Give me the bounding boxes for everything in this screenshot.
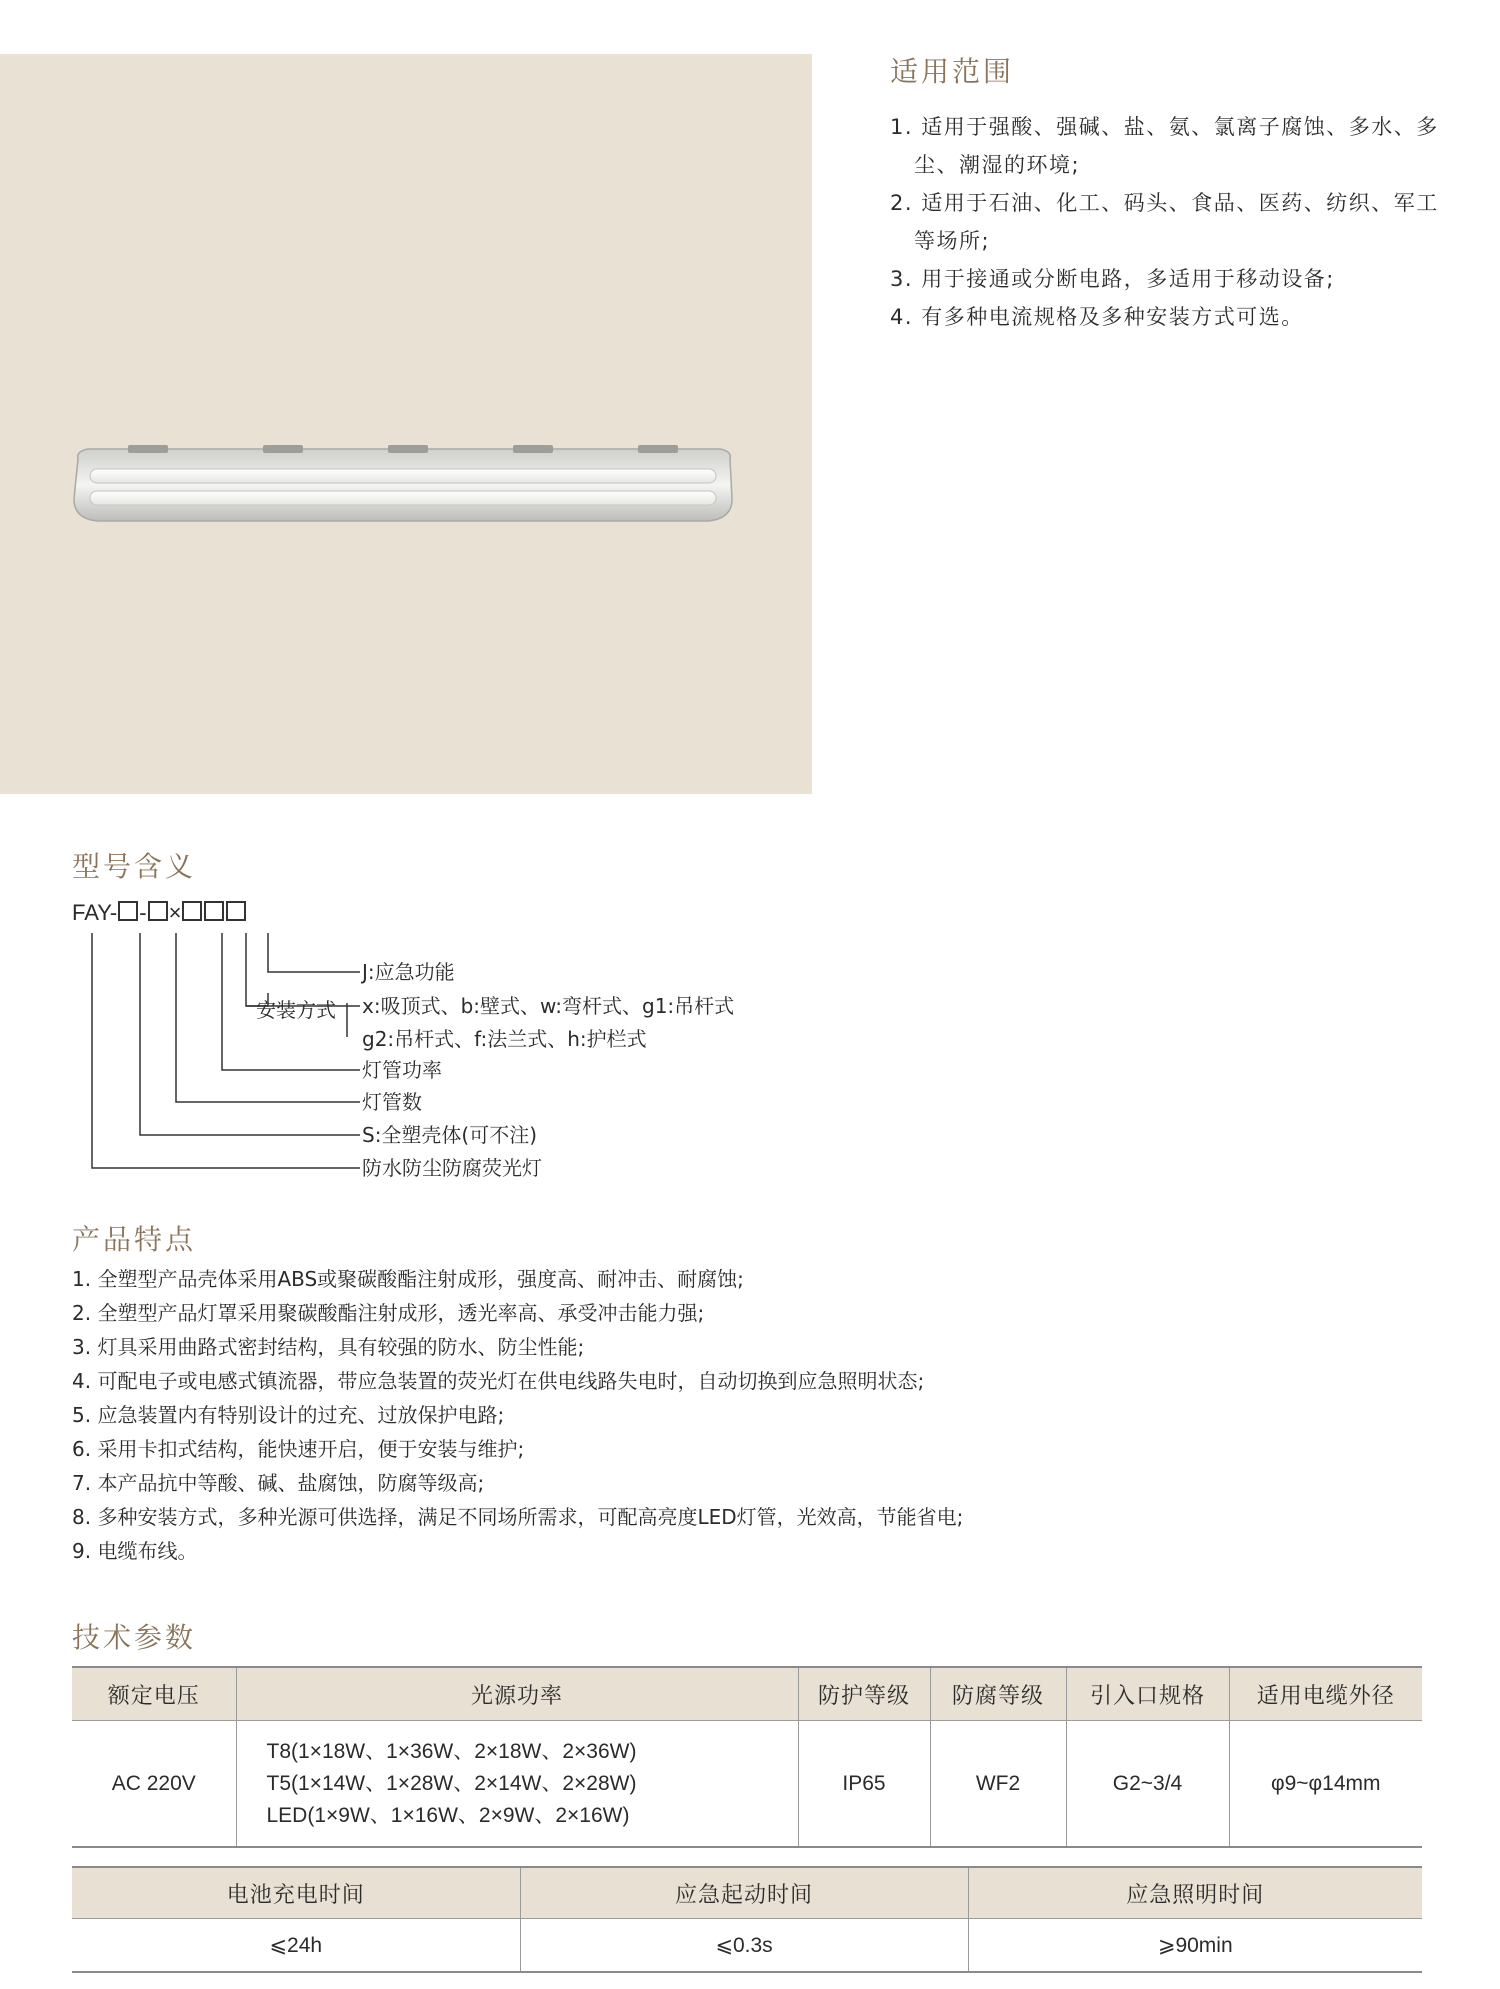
start-time-cell: ⩽0.3s [520,1919,968,1973]
model-label-count: 灯管数 [362,1090,422,1114]
spec-header: 光源功率 [236,1667,798,1721]
feature-item: 4. 可配电子或电感式镇流器，带应急装置的荧光灯在供电线路失电时，自动切换到应急照明状态; [72,1369,925,1393]
spec-header: 防护等级 [798,1667,930,1721]
scope-item: 4. 有多种电流规格及多种安装方式可选。 [890,305,1304,329]
model-label-install-2: g2:吊杆式、f:法兰式、h:护栏式 [362,1027,647,1051]
feature-item: 3. 灯具采用曲路式密封结构，具有较强的防水、防尘性能; [72,1335,585,1359]
product-photo-panel [0,54,812,794]
emergency-header: 应急起动时间 [520,1867,968,1919]
features-list [72,1262,963,1568]
wf-cell: WF2 [930,1721,1066,1848]
spec-header: 额定电压 [72,1667,236,1721]
scope-item: 3. 用于接通或分断电路，多适用于移动设备; [890,267,1335,291]
scope-item: 1. 适用于强酸、强碱、盐、氨、氯离子腐蚀、多水、多尘、潮湿的环境; [890,115,1439,177]
cable-cell: φ9~φ14mm [1229,1721,1422,1848]
specs-title: 技术参数 [72,1621,197,1654]
model-slot-count [148,901,168,921]
feature-item: 5. 应急装置内有特别设计的过充、过放保护电路; [72,1403,505,1427]
feature-item: 9. 电缆布线。 [72,1539,198,1563]
emergency-header-row [72,1867,1422,1919]
scope-title: 适用范围 [890,55,1015,88]
model-label-name: 防水防尘防腐荧光灯 [362,1156,542,1180]
model-slot-emergency [226,901,246,921]
model-slot-install [204,901,224,921]
feature-item: 2. 全塑型产品灯罩采用聚碳酸酯注射成形，透光率高、承受冲击能力强; [72,1301,705,1325]
spec-header: 适用电缆外径 [1229,1667,1422,1721]
feature-item: 1. 全塑型产品壳体采用ABS或聚碳酸酯注射成形，强度高、耐冲击、耐腐蚀; [72,1267,744,1291]
power-t5: T5(1×14W、1×28W、2×14W、2×28W) [266,1771,637,1795]
fluorescent-lamp-image [68,439,738,529]
model-times: × [168,900,182,925]
model-label-power: 灯管功率 [362,1058,442,1082]
spec-header: 防腐等级 [930,1667,1066,1721]
scope-item: 2. 适用于石油、化工、码头、食品、医药、纺织、军工等场所; [890,191,1439,253]
scope-list [890,108,1450,336]
model-dash: - [139,900,147,925]
model-label-install-type: 安装方式 [256,998,336,1022]
model-label-emergency: J:应急功能 [362,960,455,984]
model-dash: - [109,900,118,925]
lighting-time-cell: ⩾90min [968,1919,1422,1973]
ip-cell: IP65 [798,1721,930,1848]
power-t8: T8(1×18W、1×36W、2×18W、2×36W) [266,1739,637,1763]
emergency-header: 电池充电时间 [72,1867,520,1919]
features-title: 产品特点 [72,1223,197,1256]
model-label-shell: S:全塑壳体(可不注) [362,1123,538,1147]
spec-table [72,1666,1422,1848]
model-label-install-1: x:吸顶式、b:壁式、w:弯杆式、g1:吊杆式 [362,994,735,1018]
emergency-header: 应急照明时间 [968,1867,1422,1919]
spec-row [72,1721,1422,1848]
voltage-cell: AC 220V [111,1771,196,1795]
model-slot-power [182,901,202,921]
emergency-row [72,1919,1422,1973]
model-title: 型号含义 [72,850,197,883]
charge-time-cell: ⩽24h [269,1933,323,1957]
model-code [72,900,247,926]
feature-item: 6. 采用卡扣式结构，能快速开启，便于安装与维护; [72,1437,525,1461]
feature-item: 8. 多种安装方式，多种光源可供选择，满足不同场所需求，可配高亮度LED灯管，光效高，节能省电; [72,1505,964,1529]
emergency-table [72,1866,1422,1973]
power-cell [236,1721,798,1848]
model-slot-shell [118,901,138,921]
feature-item: 7. 本产品抗中等酸、碱、盐腐蚀，防腐等级高; [72,1471,485,1495]
power-led: LED(1×9W、1×16W、2×9W、2×16W) [266,1803,630,1827]
model-prefix: FAY [72,900,110,925]
entry-cell: G2~3/4 [1066,1721,1229,1848]
spec-header: 引入口规格 [1066,1667,1229,1721]
spec-header-row [72,1667,1422,1721]
